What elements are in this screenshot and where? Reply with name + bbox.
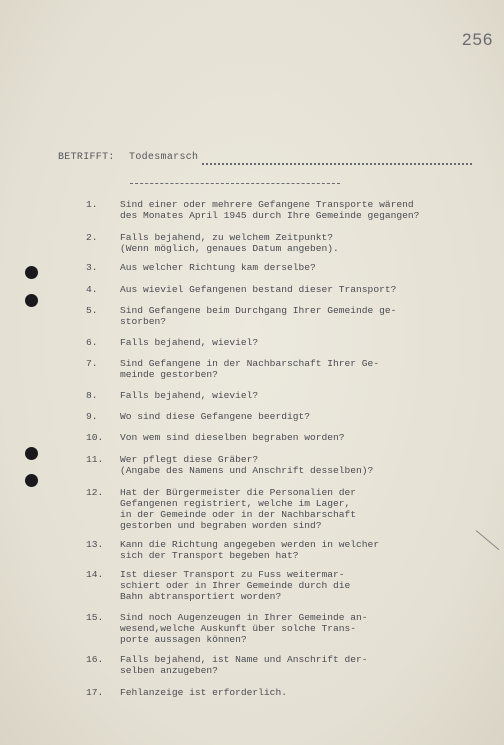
pencil-mark: [476, 530, 500, 550]
question-text-line: storben?: [120, 316, 167, 327]
question-text-line: Aus welcher Richtung kam derselbe?: [120, 262, 316, 273]
question-text-line: selben anzugeben?: [120, 665, 218, 676]
question-text-line: Falls bejahend, zu welchem Zeitpunkt?: [120, 232, 334, 243]
question-text-line: Sind Gefangene beim Durchgang Ihrer Gemeinde ge-: [120, 305, 397, 316]
question-number: 1.: [86, 199, 98, 210]
question-text-line: Bahn abtransportiert worden?: [120, 591, 282, 602]
question-number: 14.: [86, 569, 104, 580]
question-text-line: sich der Transport begeben hat?: [120, 550, 299, 561]
question-number: 4.: [86, 284, 98, 295]
question-text-line: Aus wieviel Gefangenen bestand dieser Transport?: [120, 284, 397, 295]
punch-hole: [25, 447, 38, 460]
question-text-line: in der Gemeinde oder in der Nachbarschaft: [120, 509, 357, 520]
question-text: [120, 262, 460, 273]
question-text: [120, 337, 460, 348]
page-number: 256: [462, 30, 494, 49]
punch-hole: [25, 474, 38, 487]
question-text-line: Gefangenen registriert, welche im Lager,: [120, 498, 351, 509]
question-text-line: Falls bejahend, ist Name und Anschrift der-: [120, 654, 368, 665]
question-number: 9.: [86, 411, 98, 422]
question-text-line: meinde gestorben?: [120, 369, 218, 380]
question-number: 3.: [86, 262, 98, 273]
question-text-line: Falls bejahend, wieviel?: [120, 337, 259, 348]
punch-hole: [25, 294, 38, 307]
subject-label: BETRIFFT:: [58, 152, 115, 163]
question-text: [120, 432, 460, 443]
question-text-line: Wo sind diese Gefangene beerdigt?: [120, 411, 310, 422]
question-number: 11.: [86, 454, 104, 465]
question-number: 8.: [86, 390, 98, 401]
question-number: 6.: [86, 337, 98, 348]
dashed-divider: [130, 183, 340, 184]
question-text: [120, 411, 460, 422]
question-number: 2.: [86, 232, 98, 243]
question-text-line: porte aussagen können?: [120, 634, 247, 645]
question-text: [120, 487, 460, 531]
question-text-line: wesend,welche Auskunft über solche Trans-: [120, 623, 357, 634]
question-text-line: Kann die Richtung angegeben werden in welcher: [120, 539, 380, 550]
question-text-line: Fehlanzeige ist erforderlich.: [120, 687, 287, 698]
subject-value: Todesmarsch: [129, 152, 199, 163]
question-number: 15.: [86, 612, 104, 623]
question-text-line: Sind Gefangene in der Nachbarschaft Ihrer Ge-: [120, 358, 380, 369]
question-text: [120, 232, 460, 254]
question-number: 17.: [86, 687, 104, 698]
question-text: [120, 687, 460, 698]
question-text-line: Wer pflegt diese Gräber?: [120, 454, 259, 465]
question-text: [120, 199, 460, 221]
question-text-line: Ist dieser Transport zu Fuss weitermar-: [120, 569, 345, 580]
question-text-line: Falls bejahend, wieviel?: [120, 390, 259, 401]
subject-line: [58, 152, 198, 163]
question-text: [120, 390, 460, 401]
question-text: [120, 539, 460, 561]
question-text-line: schiert oder in Ihrer Gemeinde durch die: [120, 580, 351, 591]
question-number: 12.: [86, 487, 104, 498]
question-number: 7.: [86, 358, 98, 369]
question-text: [120, 569, 460, 602]
question-text-line: (Angabe des Namens und Anschrift desselben)?: [120, 465, 374, 476]
question-text-line: Sind noch Augenzeugen in Ihrer Gemeinde an-: [120, 612, 368, 623]
question-text-line: Hat der Bürgermeister die Personalien der: [120, 487, 357, 498]
question-text: [120, 612, 460, 645]
question-text: [120, 654, 460, 676]
question-text-line: des Monates April 1945 durch Ihre Gemeinde gegangen?: [120, 210, 420, 221]
question-text-line: gestorben und begraben worden sind?: [120, 520, 322, 531]
question-text: [120, 305, 460, 327]
question-number: 13.: [86, 539, 104, 550]
question-text: [120, 284, 460, 295]
punch-hole: [25, 266, 38, 279]
question-text: [120, 454, 460, 476]
question-number: 5.: [86, 305, 98, 316]
question-number: 16.: [86, 654, 104, 665]
question-number: 10.: [86, 432, 104, 443]
question-text: [120, 358, 460, 380]
dotted-leader: [202, 151, 472, 165]
question-text-line: Von wem sind dieselben begraben worden?: [120, 432, 345, 443]
question-text-line: (Wenn möglich, genaues Datum angeben).: [120, 243, 339, 254]
question-text-line: Sind einer oder mehrere Gefangene Transporte wärend: [120, 199, 414, 210]
